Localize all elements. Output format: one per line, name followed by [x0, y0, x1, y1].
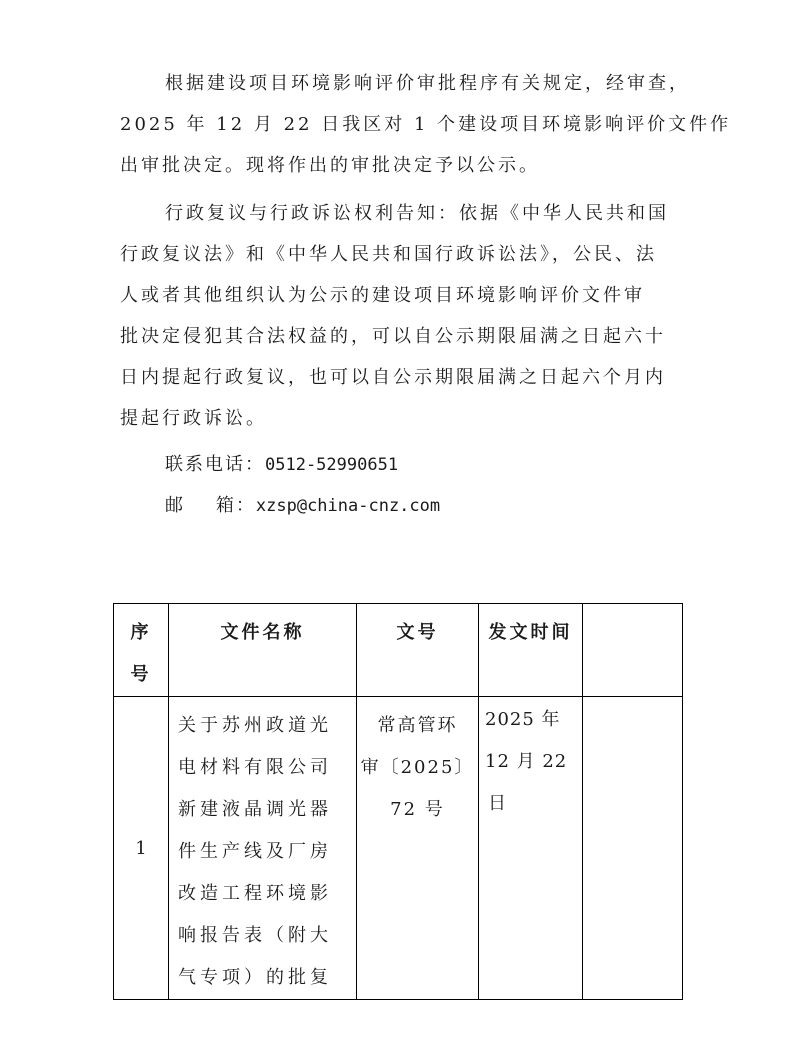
header-doc-number — [357, 604, 479, 697]
cell-text: 关于苏州政道光 — [178, 715, 332, 736]
header-file-name — [169, 604, 357, 697]
cell-text: 新建液晶调光器 — [178, 799, 332, 820]
header-text: 文件名称 — [220, 622, 305, 643]
paragraph-line: 行政复议与行政诉讼权利告知：依据《中华人民共和国 — [165, 203, 669, 224]
cell-issue-date — [479, 697, 583, 1000]
cell-seq: 1 — [114, 697, 169, 1000]
cell-text: 气专项）的批复 — [178, 967, 332, 988]
header-text: 发文时间 — [488, 622, 573, 643]
rights-notice-paragraph — [120, 193, 690, 439]
cell-text: 常高管环 — [377, 715, 458, 736]
paragraph-line: 2025 年 12 月 22 日我区对 1 个建设项目环境影响评价文件作 — [120, 114, 732, 135]
phone-number: 0512-52990651 — [265, 455, 399, 475]
header-text: 文号 — [396, 622, 439, 643]
cell-doc-number — [357, 697, 479, 1000]
header-issue-date — [479, 604, 583, 697]
cell-text: 72 号 — [390, 799, 445, 820]
header-text: 序 — [130, 622, 152, 643]
cell-blank — [583, 697, 683, 1000]
paragraph-line: 出审批决定。现将作出的审批决定予以公示。 — [120, 155, 540, 176]
cell-text: 审〔2025〕 — [360, 757, 475, 778]
cell-file-name — [169, 697, 357, 1000]
paragraph-line: 根据建设项目环境影响评价审批程序有关规定，经审查， — [165, 73, 690, 94]
email-address: xzsp@china-cnz.com — [255, 496, 441, 516]
email-label: 邮 箱： — [165, 495, 256, 516]
approval-table — [113, 603, 683, 1000]
paragraph-line: 提起行政诉讼。 — [120, 408, 267, 429]
contact-email — [165, 491, 440, 517]
approval-paragraph — [120, 63, 732, 186]
header-blank — [583, 604, 683, 697]
header-seq — [114, 604, 169, 697]
paragraph-line: 行政复议法》和《中华人民共和国行政诉讼法》，公民、法 — [120, 244, 657, 265]
table-row — [114, 697, 683, 1000]
cell-text: 改造工程环境影 — [178, 883, 332, 904]
header-text: 号 — [130, 664, 152, 685]
cell-text: 2025 年 — [485, 709, 561, 730]
cell-text: 12 月 22 — [485, 751, 568, 772]
paragraph-line: 人或者其他组织认为公示的建设项目环境影响评价文件审 — [120, 285, 645, 306]
phone-label: 联系电话： — [165, 454, 265, 475]
cell-text: 响报告表（附大 — [178, 925, 332, 946]
paragraph-line: 日内提起行政复议，也可以自公示期限届满之日起六个月内 — [120, 367, 666, 388]
table-header-row — [114, 604, 683, 697]
header-text — [583, 612, 682, 654]
cell-text: 件生产线及厂房 — [178, 841, 332, 862]
cell-text: 电材料有限公司 — [178, 757, 332, 778]
cell-text: 日 — [488, 793, 507, 814]
contact-phone — [165, 450, 398, 476]
paragraph-line: 批决定侵犯其合法权益的，可以自公示期限届满之日起六十 — [120, 326, 666, 347]
